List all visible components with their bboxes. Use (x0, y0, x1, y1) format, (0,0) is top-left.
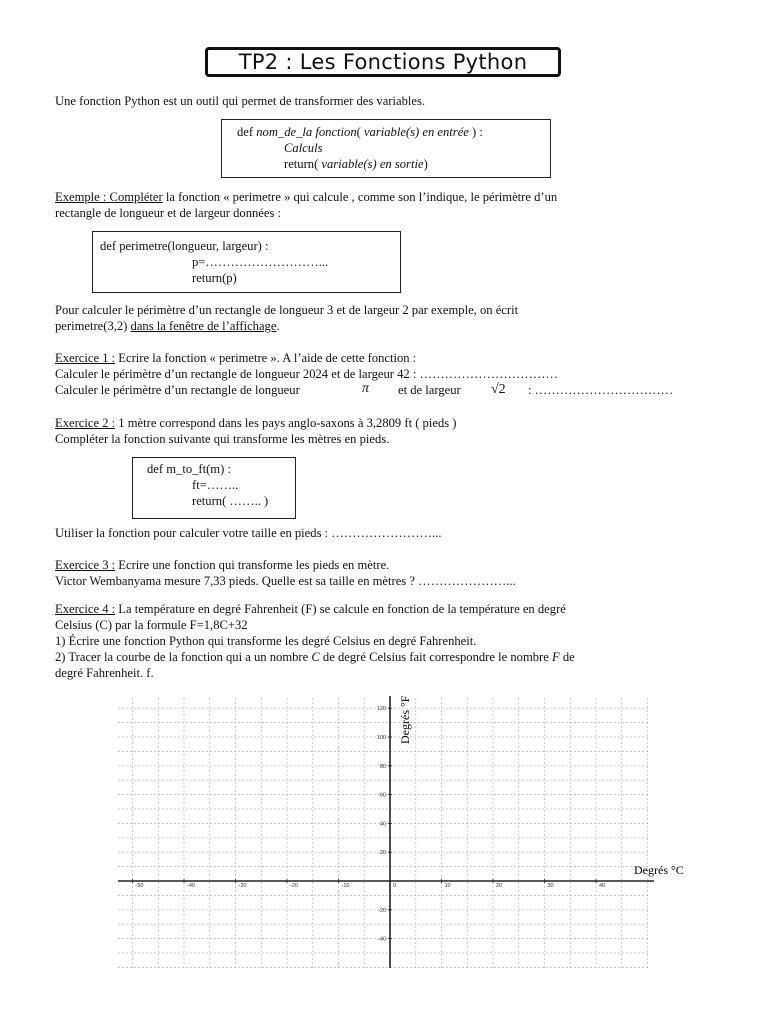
ex1-line-3b: et de largeur (398, 383, 461, 397)
ex1-line-3a: Calculer le périmètre d’un rectangle de longueur (55, 383, 300, 397)
page-title: TP2 : Les Fonctions Python (238, 50, 528, 74)
x-tick-label: -30 (238, 883, 247, 889)
intro-text: Une fonction Python est un outil qui permet de transformer des variables. (55, 94, 426, 108)
y-tick-label: 40 (379, 821, 386, 828)
x-tick-label: 30 (547, 883, 554, 889)
x-tick-label: 20 (496, 883, 503, 889)
x-tick-label: -50 (135, 883, 144, 889)
grid-horizontal (118, 708, 648, 967)
perimetre-code-line-1: def perimetre(longueur, largeur) : (100, 239, 269, 253)
perimetre-call: perimetre(3,2) (55, 319, 131, 333)
variable-f: F (551, 650, 560, 664)
ex4-line-4-c: de (559, 650, 575, 664)
y-tick-label: 20 (379, 850, 386, 857)
period: . (276, 319, 280, 333)
y-tick-label: 120 (376, 706, 386, 713)
ex4-text: La température en degré Fahrenheit (F) se calcule en fonction de la température en degré (115, 602, 566, 616)
x-axis-label: Degrés °C (634, 863, 684, 877)
sqrt2-symbol: √2 (491, 382, 506, 397)
ex1-line-2: Calculer le périmètre d’un rectangle de longueur 2024 et de largeur 42 : …………………………… (55, 367, 559, 381)
m-to-ft-line-3: return( …….. ) (192, 494, 269, 508)
ex4-line-3: 1) Écrire une fonction Python qui transforme les degré Celsius en degré Fahrenheit. (55, 634, 477, 648)
ex4-label: Exercice 4 : (55, 602, 116, 616)
ex3-text: Ecrire une fonction qui transforme les pieds en mètre. (115, 558, 390, 572)
syntax-output-vars: variable(s) en sortie (321, 157, 424, 171)
tick-labels (133, 706, 606, 942)
x-tick-label: 10 (444, 883, 451, 889)
y-axis-label: Degrés °F (398, 695, 412, 744)
m-to-ft-line-1: def m_to_ft(m) : (147, 462, 231, 476)
ex2-label: Exercice 2 : (55, 416, 116, 430)
ex1-text: Ecrire la fonction « perimetre ». A l’aide de cette fonction : (115, 351, 417, 365)
perimetre-code-line-3: return(p) (192, 271, 237, 285)
syntax-close: ) : (468, 125, 483, 139)
syntax-line-2: Calculs (284, 141, 323, 155)
m-to-ft-line-2: ft=…….. (192, 478, 239, 492)
syntax-return-close: ) (423, 157, 428, 171)
syntax-def: def (237, 125, 257, 139)
ex4-line-4-b: de degré Celsius fait correspondre le nombre (319, 650, 552, 664)
x-tick-label: -40 (187, 883, 195, 889)
perimetre-code-line-2: p=………………………... (192, 255, 329, 269)
ex3-line-2: Victor Wembanyama mesure 7,33 pieds. Quelle est sa taille en mètres ? …………………... (55, 574, 516, 588)
ex4-line-2: Celsius (C) par la formule F=1,8C+32 (55, 618, 248, 632)
exemple-after-1: Pour calculer le périmètre d’un rectangle de longueur 3 et de largeur 2 par exemple, on écrit (55, 303, 519, 317)
y-tick-label: 60 (379, 792, 386, 799)
ex1-label: Exercice 1 : (55, 351, 116, 365)
y-tick-label: -40 (378, 936, 386, 943)
syntax-open-paren: ( (356, 125, 364, 139)
ex2-line-2: Compléter la fonction suivante qui transforme les mètres en pieds. (55, 432, 390, 446)
y-tick-label: 80 (379, 763, 386, 770)
ex4-line-4-a: 2) Tracer la courbe de la fonction qui a un nombre (55, 650, 312, 664)
x-tick-label: -20 (290, 883, 298, 889)
exemple-text-1: la fonction « perimetre » qui calcule , comme son l’indique, le périmètre d’un (162, 190, 558, 204)
variable-c: C (311, 650, 320, 664)
ex3-label: Exercice 3 : (55, 558, 116, 572)
syntax-return: return( (284, 157, 322, 171)
ex1-line-3c: : …………………………… (528, 383, 674, 397)
affichage-window-text: dans la fenêtre de l’affichage (130, 319, 277, 333)
ex4-line-5: degré Fahrenheit. f. (55, 666, 154, 680)
ex2-after: Utiliser la fonction pour calculer votre taille en pieds : ……………………... (55, 526, 442, 540)
syntax-function-name: nom_de_la fonction (256, 125, 357, 139)
x-tick-label: 0 (393, 883, 397, 889)
exemple-label: Exemple : Compléter (55, 190, 163, 204)
exemple-line-2: rectangle de longueur et de largeur données : (55, 206, 282, 220)
y-tick-label: 100 (376, 735, 386, 741)
pi-symbol: π (362, 381, 370, 396)
x-tick-label: -10 (341, 883, 350, 889)
ex2-text: 1 mètre correspond dans les pays anglo-saxons à 3,2809 ft ( pieds ) (115, 416, 457, 430)
y-tick-label: -20 (378, 907, 386, 914)
syntax-input-vars: variable(s) en entrée (363, 125, 469, 139)
x-tick-label: 40 (599, 883, 606, 889)
